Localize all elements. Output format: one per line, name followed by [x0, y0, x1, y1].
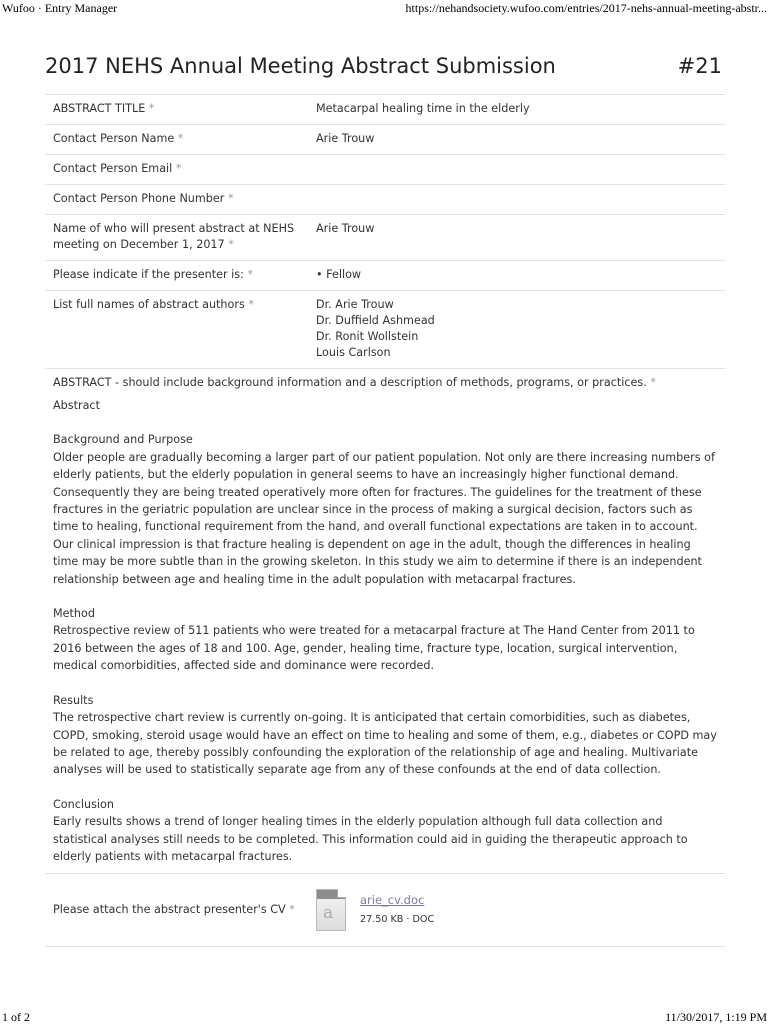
abstract-section [53, 692, 717, 779]
field-label [45, 101, 316, 117]
abstract-section-title: Background and Purpose [53, 433, 193, 447]
field-label-text: ABSTRACT TITLE [53, 102, 146, 115]
field-label [45, 267, 316, 283]
abstract-section-text: Retrospective review of 511 patients who were treated for a metacarpal fracture at The Hand Center from 2011 to 2016 between the ages of 18 and 100. Age, gender, healing time, fracture type, location, surgical intervention, medical comorbidities, affected side and dominance were recorded. [53, 624, 695, 673]
field-value-line: Dr. Duffield Ashmead [316, 314, 435, 327]
required-marker: * [247, 268, 254, 281]
attached-file [316, 889, 434, 931]
print-footer [0, 1009, 770, 1027]
abstract-body [53, 397, 717, 865]
field-label-text: Contact Person Name [53, 132, 175, 145]
abstract-section-title: Conclusion [53, 797, 114, 811]
page-count: 1 of 2 [2, 1010, 30, 1024]
required-marker: * [289, 903, 295, 917]
entry-number: #21 [677, 54, 722, 78]
print-header-url: https://nehandsociety.wufoo.com/entries/2017-nehs-annual-meeting-abstr... [405, 1, 767, 15]
required-marker: * [227, 192, 234, 205]
field-value-line: Dr. Arie Trouw [316, 298, 394, 311]
required-marker: * [650, 376, 656, 389]
print-timestamp: 11/30/2017, 1:19 PM [665, 1010, 767, 1024]
field-label-text: Name of who will present abstract at NEHS meeting on December 1, 2017 [53, 222, 295, 251]
cv-attachment-label [45, 902, 316, 918]
field-row [45, 125, 725, 155]
field-label-text: List full names of abstract authors [53, 298, 245, 311]
abstract-section-text: Older people are gradually becoming a larger part of our patient population. Not only are there increasing numbers of elderly patients, but the elderly population in general seems to have an increasingly higher functional demand. Consequently they are being treated operatively more often for fractures. The guidelines for the treatment of these fractures in the geriatric population are unclear since in the process of making a surgical decision, factors such as time to healing, functional requirement from the hand, and overall functional expectations are taken in to account. Our clinical impression is that fracture healing is dependent on age in the adult, though the differences in healing time may be more subtle than in the growing skeleton. In this study we aim to determine if there is an independent relationship between age and healing time in the adult population with metacarpal fractures. [53, 450, 715, 586]
abstract-section-text: Early results shows a trend of longer healing times in the elderly population although full data collection and statistical analyses still needs to be completed. This information could aid in guiding the therapeutic approach to elderly patients with metacarpal fractures. [53, 815, 688, 863]
field-row [45, 155, 725, 185]
field-label-text: Contact Person Phone Number [53, 192, 225, 205]
field-value [316, 267, 725, 283]
field-row [45, 261, 725, 291]
field-row [45, 95, 725, 125]
abstract-label [53, 375, 717, 391]
field-value [316, 221, 725, 253]
field-row [45, 185, 725, 215]
cv-label-text: Please attach the abstract presenter's CV [53, 903, 286, 917]
page-title-row [45, 52, 722, 84]
abstract-section-title: Results [53, 693, 94, 707]
field-label [45, 131, 316, 147]
abstract-heading: Abstract [53, 399, 100, 412]
abstract-field [45, 369, 725, 874]
abstract-section-title: Method [53, 607, 95, 621]
field-value [316, 161, 725, 177]
field-value [316, 131, 725, 147]
field-label [45, 221, 316, 253]
entry-table [45, 94, 725, 947]
field-row [45, 291, 725, 369]
field-value-line: Arie Trouw [316, 132, 375, 145]
file-meta: 27.50 KB · DOC [360, 914, 435, 926]
abstract-section [53, 431, 717, 588]
abstract-section [53, 605, 717, 675]
field-label-text: Contact Person Email [53, 162, 173, 175]
required-marker: * [148, 102, 155, 115]
required-marker: * [177, 132, 184, 145]
field-value-line: Dr. Ronit Wollstein [316, 330, 419, 343]
field-row [45, 215, 725, 261]
abstract-section [53, 796, 717, 866]
required-marker: * [175, 162, 182, 175]
field-value [316, 101, 725, 117]
field-label [45, 297, 316, 361]
print-header [0, 0, 770, 18]
field-value-line: • Fellow [316, 268, 362, 281]
field-label-text: Please indicate if the presenter is: [53, 268, 244, 281]
cv-attachment-row [45, 874, 725, 947]
field-label [45, 161, 316, 177]
field-label [45, 191, 316, 207]
field-value-line: Louis Carlson [316, 346, 391, 359]
required-marker: * [248, 298, 254, 311]
field-value-line: Arie Trouw [316, 222, 375, 235]
file-download-link[interactable]: arie_cv.doc [360, 893, 425, 908]
abstract-section-text: The retrospective chart review is currently on-going. It is anticipated that certain comorbidities, such as diabetes, COPD, smoking, steroid usage would have an effect on time to healing and some of them, e.g., diabetes or COPD may be related to age, thereby possibly confounding the exploration of the relationship of age and healing. Multivariate analyses will be used to statistically separate age from any of these confounds at the end of data collection. [53, 711, 717, 777]
print-header-title: Wufoo · Entry Manager [2, 1, 118, 15]
field-value-line: Metacarpal healing time in the elderly [316, 102, 530, 115]
required-marker: * [228, 238, 234, 251]
word-document-icon[interactable]: a [316, 889, 346, 931]
abstract-label-text: ABSTRACT - should include background information and a description of methods, programs, or practices. [53, 376, 647, 389]
page-title: 2017 NEHS Annual Meeting Abstract Submission [45, 54, 556, 78]
field-value [316, 297, 725, 361]
field-value [316, 191, 725, 207]
